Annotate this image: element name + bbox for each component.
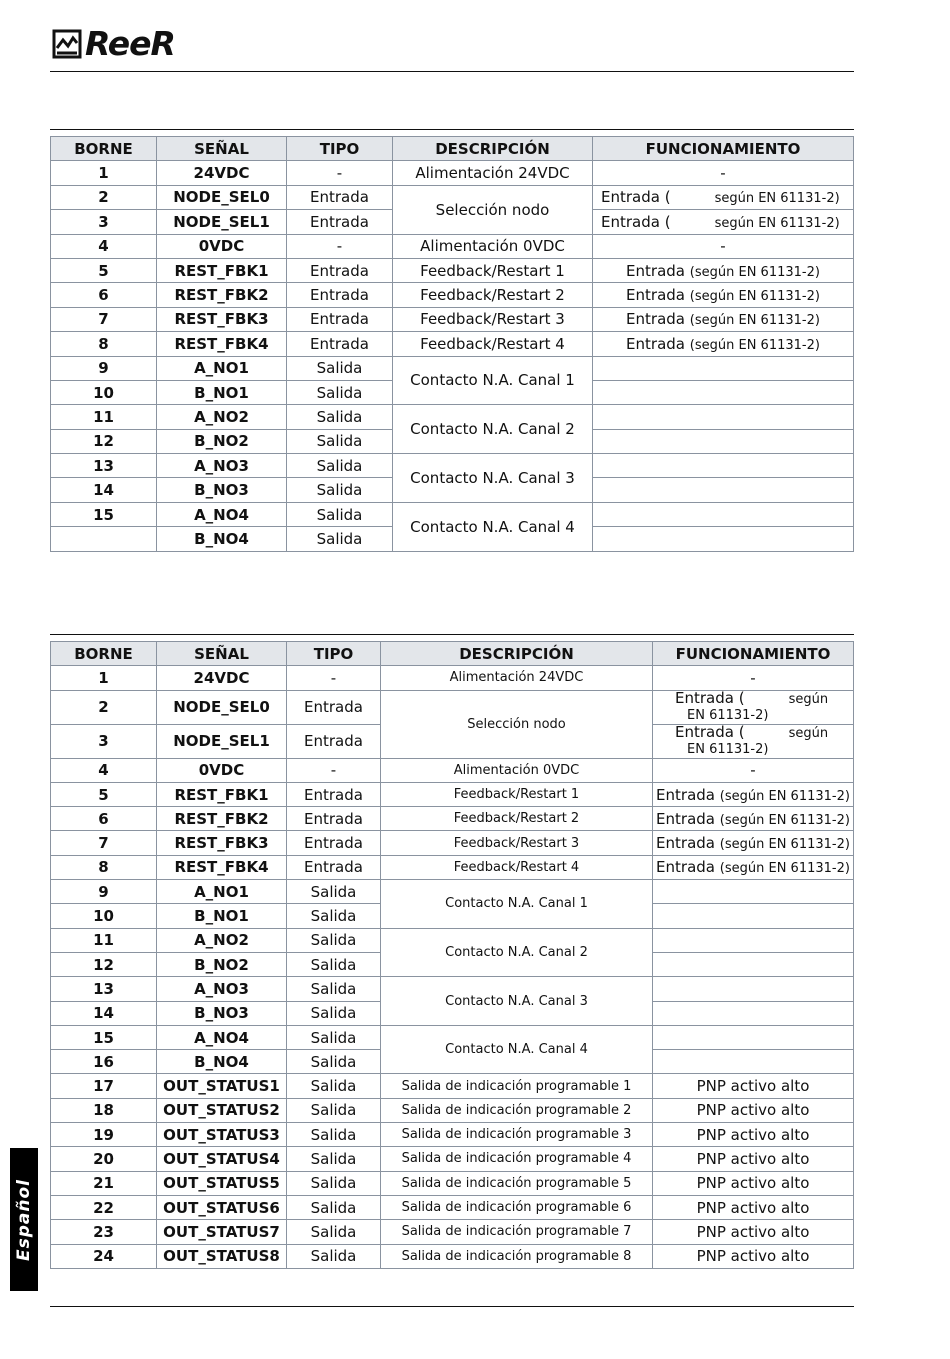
cell-senal: A_NO2 [157, 928, 287, 952]
cell-func: PNP activo alto [653, 1098, 854, 1122]
cell-senal: B_NO3 [157, 1001, 287, 1025]
cell-desc: Feedback/Restart 3 [381, 831, 653, 855]
reer-logo-icon [52, 29, 82, 59]
func-main: Entrada ( [675, 690, 745, 708]
cell-borne: 1 [51, 666, 157, 690]
cell-borne: 19 [51, 1123, 157, 1147]
cell-senal: OUT_STATUS7 [157, 1220, 287, 1244]
cell-tipo: Salida [287, 1171, 381, 1195]
cell-tipo: Entrada [287, 807, 381, 831]
func-note-2: EN 61131-2) [687, 742, 769, 758]
cell-senal: B_NO2 [157, 429, 287, 453]
cell-senal: B_NO2 [157, 952, 287, 976]
table2-top-rule [50, 634, 854, 635]
table-row [51, 666, 854, 690]
cell-borne: 7 [51, 831, 157, 855]
cell-tipo: Salida [287, 527, 393, 551]
col-borne: BORNE [51, 137, 157, 161]
cell-func [593, 283, 854, 307]
col-tipo: TIPO [287, 642, 381, 666]
func-note: (según EN 61131-2) [689, 264, 820, 280]
cell-tipo: Entrada [287, 307, 393, 331]
func-note: (según EN 61131-2) [719, 861, 850, 877]
func-note: (según EN 61131-2) [689, 337, 820, 353]
cell-func [653, 880, 854, 904]
cell-func: PNP activo alto [653, 1074, 854, 1098]
cell-desc: Contacto N.A. Canal 1 [381, 880, 653, 929]
cell-tipo: Entrada [287, 283, 393, 307]
language-label: Español [14, 1178, 35, 1261]
table-row [51, 807, 854, 831]
cell-tipo: Salida [287, 1098, 381, 1122]
cell-borne: 8 [51, 332, 157, 356]
cell-func: PNP activo alto [653, 1123, 854, 1147]
table-row [51, 332, 854, 356]
cell-borne: 7 [51, 307, 157, 331]
col-funcionamiento: FUNCIONAMIENTO [593, 137, 854, 161]
cell-borne: 24 [51, 1244, 157, 1268]
cell-borne: 13 [51, 454, 157, 478]
cell-tipo: Entrada [287, 831, 381, 855]
cell-desc: Contacto N.A. Canal 4 [381, 1025, 653, 1074]
cell-func [593, 210, 854, 234]
cell-func [593, 502, 854, 526]
cell-borne: 12 [51, 429, 157, 453]
cell-borne: 4 [51, 758, 157, 782]
cell-tipo: Entrada [287, 855, 381, 879]
cell-tipo: Salida [287, 1123, 381, 1147]
col-descripcion: DESCRIPCIÓN [393, 137, 593, 161]
cell-func: PNP activo alto [653, 1147, 854, 1171]
cell-desc: Feedback/Restart 2 [393, 283, 593, 307]
cell-borne: 4 [51, 234, 157, 258]
table-header-row [51, 137, 854, 161]
cell-borne: 15 [51, 1025, 157, 1049]
cell-tipo: Entrada [287, 782, 381, 806]
cell-borne: 8 [51, 855, 157, 879]
table-row [51, 1123, 854, 1147]
table-row [51, 690, 854, 724]
cell-tipo: Salida [287, 1244, 381, 1268]
col-senal: SEÑAL [157, 137, 287, 161]
cell-borne: 6 [51, 283, 157, 307]
cell-borne: 16 [51, 1050, 157, 1074]
table-row [51, 185, 854, 209]
cell-senal: A_NO2 [157, 405, 287, 429]
cell-senal: 0VDC [157, 234, 287, 258]
cell-desc: Salida de indicación programable 7 [381, 1220, 653, 1244]
cell-func [653, 724, 854, 758]
table-row [51, 356, 854, 380]
cell-borne: 12 [51, 952, 157, 976]
cell-func: - [593, 234, 854, 258]
func-note: según [788, 726, 829, 742]
cell-borne: 3 [51, 724, 157, 758]
cell-tipo: Salida [287, 1074, 381, 1098]
cell-senal: REST_FBK3 [157, 307, 287, 331]
cell-borne: 1 [51, 161, 157, 185]
cell-desc: Alimentación 0VDC [381, 758, 653, 782]
cell-borne: 21 [51, 1171, 157, 1195]
cell-desc: Contacto N.A. Canal 3 [393, 454, 593, 503]
cell-borne: 6 [51, 807, 157, 831]
table-row [51, 1171, 854, 1195]
cell-tipo: - [287, 234, 393, 258]
cell-borne [51, 527, 157, 551]
cell-tipo: Salida [287, 478, 393, 502]
func-main: Entrada ( [601, 212, 671, 231]
cell-tipo: Salida [287, 356, 393, 380]
cell-func [593, 380, 854, 404]
cell-borne: 9 [51, 880, 157, 904]
cell-borne: 18 [51, 1098, 157, 1122]
cell-senal: A_NO4 [157, 1025, 287, 1049]
cell-desc: Contacto N.A. Canal 4 [393, 502, 593, 551]
cell-senal: REST_FBK4 [157, 855, 287, 879]
cell-desc: Alimentación 0VDC [393, 234, 593, 258]
cell-borne: 11 [51, 405, 157, 429]
col-funcionamiento: FUNCIONAMIENTO [653, 642, 854, 666]
table1-top-rule [50, 129, 854, 130]
cell-senal: 24VDC [157, 161, 287, 185]
cell-desc: Salida de indicación programable 2 [381, 1098, 653, 1122]
cell-desc: Selección nodo [393, 185, 593, 234]
language-tab [10, 1148, 38, 1291]
cell-tipo: Salida [287, 880, 381, 904]
footer-rule [50, 1306, 854, 1307]
cell-tipo: Salida [287, 380, 393, 404]
brand-logo [52, 26, 175, 62]
func-note: (según EN 61131-2) [689, 289, 820, 305]
cell-tipo: Salida [287, 405, 393, 429]
cell-func [653, 1001, 854, 1025]
cell-borne: 13 [51, 977, 157, 1001]
table-row [51, 234, 854, 258]
func-note: (según EN 61131-2) [719, 812, 850, 828]
cell-desc: Salida de indicación programable 3 [381, 1123, 653, 1147]
cell-borne: 3 [51, 210, 157, 234]
cell-tipo: - [287, 666, 381, 690]
cell-tipo: Salida [287, 952, 381, 976]
func-main: Entrada [626, 261, 685, 280]
table-row [51, 307, 854, 331]
cell-borne: 17 [51, 1074, 157, 1098]
table-header-row [51, 642, 854, 666]
cell-senal: REST_FBK1 [157, 258, 287, 282]
cell-tipo: Entrada [287, 210, 393, 234]
cell-senal: NODE_SEL1 [157, 210, 287, 234]
cell-senal: OUT_STATUS1 [157, 1074, 287, 1098]
cell-senal: REST_FBK1 [157, 782, 287, 806]
table-row [51, 454, 854, 478]
cell-senal: A_NO1 [157, 880, 287, 904]
cell-tipo: Salida [287, 502, 393, 526]
cell-senal: 0VDC [157, 758, 287, 782]
cell-func [653, 690, 854, 724]
cell-func [653, 807, 854, 831]
cell-func [593, 454, 854, 478]
cell-tipo: Salida [287, 1025, 381, 1049]
terminal-table-2 [50, 641, 854, 1269]
cell-senal: B_NO1 [157, 380, 287, 404]
cell-tipo: Salida [287, 1220, 381, 1244]
cell-func [593, 405, 854, 429]
func-main: Entrada [656, 834, 715, 853]
cell-desc: Contacto N.A. Canal 2 [381, 928, 653, 977]
func-main: Entrada ( [601, 188, 671, 207]
col-descripcion: DESCRIPCIÓN [381, 642, 653, 666]
cell-tipo: Entrada [287, 258, 393, 282]
cell-senal: REST_FBK2 [157, 283, 287, 307]
func-main: Entrada [626, 286, 685, 305]
cell-desc: Salida de indicación programable 4 [381, 1147, 653, 1171]
cell-senal: A_NO3 [157, 454, 287, 478]
table-row [51, 928, 854, 952]
cell-func: - [593, 161, 854, 185]
cell-borne: 2 [51, 690, 157, 724]
cell-senal: B_NO4 [157, 527, 287, 551]
cell-func [593, 527, 854, 551]
cell-desc: Salida de indicación programable 5 [381, 1171, 653, 1195]
cell-tipo: - [287, 161, 393, 185]
table-row [51, 1098, 854, 1122]
cell-borne: 5 [51, 782, 157, 806]
func-note: según EN 61131-2) [714, 215, 840, 231]
cell-senal: A_NO4 [157, 502, 287, 526]
cell-func [593, 185, 854, 209]
cell-func: PNP activo alto [653, 1220, 854, 1244]
cell-borne: 20 [51, 1147, 157, 1171]
cell-func [653, 928, 854, 952]
cell-senal: NODE_SEL1 [157, 724, 287, 758]
table-row [51, 758, 854, 782]
col-senal: SEÑAL [157, 642, 287, 666]
cell-desc: Feedback/Restart 1 [381, 782, 653, 806]
cell-senal: NODE_SEL0 [157, 690, 287, 724]
cell-desc: Selección nodo [381, 690, 653, 758]
cell-senal: B_NO1 [157, 904, 287, 928]
table-row [51, 502, 854, 526]
table-row [51, 831, 854, 855]
cell-borne: 14 [51, 1001, 157, 1025]
cell-func [593, 429, 854, 453]
func-main: Entrada [656, 785, 715, 804]
table-row [51, 880, 854, 904]
func-note: (según EN 61131-2) [719, 837, 850, 853]
func-main: Entrada [626, 310, 685, 329]
func-note: (según EN 61131-2) [719, 788, 850, 804]
cell-func: PNP activo alto [653, 1195, 854, 1219]
cell-senal: A_NO3 [157, 977, 287, 1001]
cell-tipo: Salida [287, 928, 381, 952]
cell-desc: Contacto N.A. Canal 2 [393, 405, 593, 454]
cell-senal: B_NO4 [157, 1050, 287, 1074]
cell-desc: Feedback/Restart 1 [393, 258, 593, 282]
col-borne: BORNE [51, 642, 157, 666]
table-row [51, 1147, 854, 1171]
cell-desc: Feedback/Restart 3 [393, 307, 593, 331]
cell-tipo: Entrada [287, 185, 393, 209]
cell-borne: 15 [51, 502, 157, 526]
table-row [51, 405, 854, 429]
cell-func [653, 1050, 854, 1074]
table-row [51, 1244, 854, 1268]
cell-func: - [653, 758, 854, 782]
cell-tipo: Entrada [287, 332, 393, 356]
func-note: según EN 61131-2) [714, 191, 840, 207]
cell-borne: 23 [51, 1220, 157, 1244]
cell-senal: OUT_STATUS5 [157, 1171, 287, 1195]
cell-desc: Feedback/Restart 4 [381, 855, 653, 879]
cell-senal: REST_FBK4 [157, 332, 287, 356]
table-row [51, 1074, 854, 1098]
cell-tipo: - [287, 758, 381, 782]
table-row [51, 1025, 854, 1049]
cell-func [653, 904, 854, 928]
cell-func [653, 952, 854, 976]
cell-desc: Feedback/Restart 4 [393, 332, 593, 356]
cell-senal: NODE_SEL0 [157, 185, 287, 209]
func-note: (según EN 61131-2) [689, 313, 820, 329]
cell-tipo: Salida [287, 1001, 381, 1025]
cell-borne: 2 [51, 185, 157, 209]
cell-senal: B_NO3 [157, 478, 287, 502]
table-row [51, 782, 854, 806]
brand-name: ReeR [85, 24, 175, 63]
table-row [51, 1195, 854, 1219]
cell-senal: A_NO1 [157, 356, 287, 380]
table-row [51, 855, 854, 879]
table-row [51, 977, 854, 1001]
cell-borne: 10 [51, 380, 157, 404]
cell-desc: Feedback/Restart 2 [381, 807, 653, 831]
cell-desc: Salida de indicación programable 6 [381, 1195, 653, 1219]
cell-func [653, 831, 854, 855]
cell-func [593, 356, 854, 380]
cell-desc: Salida de indicación programable 1 [381, 1074, 653, 1098]
func-main: Entrada ( [675, 724, 745, 742]
func-main: Entrada [626, 334, 685, 353]
cell-tipo: Salida [287, 454, 393, 478]
cell-func [653, 977, 854, 1001]
cell-func [593, 307, 854, 331]
table-row [51, 161, 854, 185]
cell-desc: Contacto N.A. Canal 3 [381, 977, 653, 1026]
cell-senal: REST_FBK2 [157, 807, 287, 831]
cell-senal: REST_FBK3 [157, 831, 287, 855]
cell-func [593, 332, 854, 356]
cell-tipo: Entrada [287, 690, 381, 724]
cell-tipo: Salida [287, 904, 381, 928]
func-main: Entrada [656, 858, 715, 877]
header-rule [50, 71, 854, 72]
cell-desc: Contacto N.A. Canal 1 [393, 356, 593, 405]
cell-func [653, 855, 854, 879]
cell-senal: OUT_STATUS6 [157, 1195, 287, 1219]
cell-func: PNP activo alto [653, 1171, 854, 1195]
cell-senal: OUT_STATUS3 [157, 1123, 287, 1147]
cell-func: PNP activo alto [653, 1244, 854, 1268]
cell-borne: 10 [51, 904, 157, 928]
cell-func: - [653, 666, 854, 690]
table-row [51, 258, 854, 282]
cell-func [653, 1025, 854, 1049]
cell-borne: 22 [51, 1195, 157, 1219]
cell-borne: 9 [51, 356, 157, 380]
cell-tipo: Salida [287, 1050, 381, 1074]
cell-senal: OUT_STATUS8 [157, 1244, 287, 1268]
func-main: Entrada [656, 809, 715, 828]
cell-desc: Alimentación 24VDC [381, 666, 653, 690]
cell-tipo: Salida [287, 1195, 381, 1219]
cell-senal: 24VDC [157, 666, 287, 690]
cell-func [593, 478, 854, 502]
cell-desc: Salida de indicación programable 8 [381, 1244, 653, 1268]
cell-func [653, 782, 854, 806]
cell-tipo: Salida [287, 1147, 381, 1171]
cell-tipo: Salida [287, 429, 393, 453]
func-note: según [788, 692, 829, 708]
table-row [51, 283, 854, 307]
cell-senal: OUT_STATUS4 [157, 1147, 287, 1171]
table-row [51, 1220, 854, 1244]
cell-borne: 5 [51, 258, 157, 282]
terminal-table-1 [50, 136, 854, 552]
cell-borne: 11 [51, 928, 157, 952]
cell-func [593, 258, 854, 282]
col-tipo: TIPO [287, 137, 393, 161]
func-note-2: EN 61131-2) [687, 708, 769, 724]
cell-senal: OUT_STATUS2 [157, 1098, 287, 1122]
cell-desc: Alimentación 24VDC [393, 161, 593, 185]
cell-tipo: Salida [287, 977, 381, 1001]
cell-tipo: Entrada [287, 724, 381, 758]
cell-borne: 14 [51, 478, 157, 502]
